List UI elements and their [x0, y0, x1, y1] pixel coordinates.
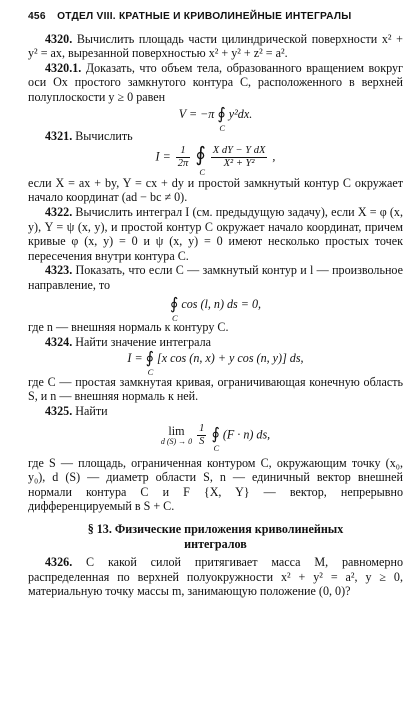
formula-limit	[28, 422, 403, 453]
fraction-denominator: 2π	[177, 157, 189, 169]
limit-word: lim	[168, 423, 185, 438]
problem-4325-continuation: где S — площадь, ограниченная контуром C, окружающим точку (x₀, y₀), d (S) — диаметр области S, n — единичный вектор внешней нормали контура C и F {X, Y} — вектор, непрерывно дифференцируемый в S + C.	[28, 455, 403, 514]
limit-operator	[161, 425, 192, 446]
problem-4321	[28, 129, 403, 144]
contour-integral-icon: ∮ C	[217, 108, 225, 123]
formula-normal-integral	[28, 350, 403, 378]
problem-text: Вычислить площадь части цилиндрической поверхности x² + y² = ax, вырезанной поверхностью x² + y² + z² = a².	[28, 31, 403, 61]
contour-integral-icon: ∮ C	[195, 148, 205, 163]
formula-body: (F · n) ds,	[222, 426, 271, 441]
formula-winding-integral	[28, 144, 403, 178]
running-title: ОТДЕЛ VIII. КРАТНЫЕ И КРИВОЛИНЕЙНЫЕ ИНТЕГРАЛЫ	[57, 11, 352, 22]
problem-text: Вычислить	[72, 129, 133, 144]
contour-integral-icon: ∮ C	[211, 428, 219, 443]
problem-4326	[28, 555, 403, 599]
problem-text: С какой силой притягивает масса M, равномерно распределенная по верхней полуокружности x² + y² = a², y ≥ 0, материальную точку массы m, занимающую положение (0, 0)?	[28, 555, 403, 599]
formula-body: [x cos (n, x) + y cos (n, y)] ds,	[157, 351, 304, 366]
problem-text: Найти значение интеграла	[72, 334, 211, 349]
fraction-numerator: 1	[176, 145, 191, 158]
coefficient-fraction	[176, 145, 191, 170]
contour-label: C	[199, 167, 206, 178]
problem-4321-continuation: если X = ax + by, Y = cx + dy и простой замкнутый контур C окружает начало координат (ad − bc ≠ 0).	[28, 175, 403, 205]
integrand-fraction	[211, 145, 268, 170]
contour-label: C	[213, 442, 220, 453]
problem-number: 4322.	[45, 204, 73, 219]
page-number: 456	[28, 11, 46, 22]
section-heading	[28, 522, 403, 551]
problem-number: 4325.	[45, 404, 73, 419]
problem-text: Вычислить интеграл I (см. предыдущую задачу), если X = φ (x, y), Y = ψ (x, y), и простой контур C окружает начало координат, причем кривые φ (x, y) = 0 и ψ (x, y) = 0 имеют несколько простых точек пересечения внутри контура C.	[28, 204, 403, 263]
problem-text: Найти	[72, 404, 108, 419]
running-header	[28, 10, 403, 25]
section-title-line2: интегралов	[184, 536, 247, 551]
contour-label: C	[147, 367, 154, 378]
contour-label: C	[219, 122, 226, 133]
problem-text: Доказать, что объем тела, образованного вращением вокруг оси Ox простого замкнутого контура C, расположенного в верхней полуплоскости y ≥ 0 равен	[28, 60, 403, 104]
problem-4324	[28, 335, 403, 350]
problem-text: Показать, что если C — замкнутый контур и l — произвольное направление, то	[28, 263, 403, 292]
problem-number: 4324.	[45, 334, 73, 349]
fraction-numerator: X dY − Y dX	[212, 144, 266, 156]
formula-cos-integral	[28, 295, 403, 323]
formula-integrand: y²dx.	[228, 106, 253, 121]
problem-4322	[28, 205, 403, 263]
problem-4323	[28, 263, 403, 292]
formula-tail: ,	[272, 149, 276, 164]
contour-integral-icon: ∮ C	[146, 352, 154, 367]
fraction-numerator: 1	[199, 422, 205, 434]
problem-number: 4320.1.	[45, 60, 82, 75]
formula-volume	[28, 105, 403, 133]
limit-subscript: d (S) → 0	[160, 436, 193, 446]
problem-number: 4321.	[45, 129, 73, 144]
problem-4320	[28, 32, 403, 61]
formula-lhs: V = −π	[178, 106, 215, 121]
contour-label: C	[171, 312, 178, 323]
fraction-denominator: X² + Y²	[223, 157, 255, 169]
coefficient-fraction	[197, 423, 206, 448]
problem-4324-continuation: где C — простая замкнутая кривая, ограничивающая конечную область S, и n — внешняя нормаль к ней.	[28, 374, 403, 404]
problem-number: 4323.	[45, 263, 73, 278]
formula-lhs: I =	[127, 351, 143, 366]
problem-number: 4320.	[45, 31, 73, 46]
problem-4320-1	[28, 61, 403, 105]
section-title-line1: § 13. Физические приложения криволинейных	[87, 522, 344, 537]
contour-integral-icon: ∮ C	[170, 298, 178, 313]
formula-lhs: I =	[155, 149, 171, 164]
problem-number: 4326.	[45, 555, 73, 570]
formula-body: cos (l, n) ds = 0,	[181, 296, 262, 311]
problem-4323-continuation: где n — внешняя нормаль к контуру C.	[28, 320, 229, 335]
fraction-denominator: S	[199, 435, 205, 447]
problem-4325	[28, 404, 403, 419]
